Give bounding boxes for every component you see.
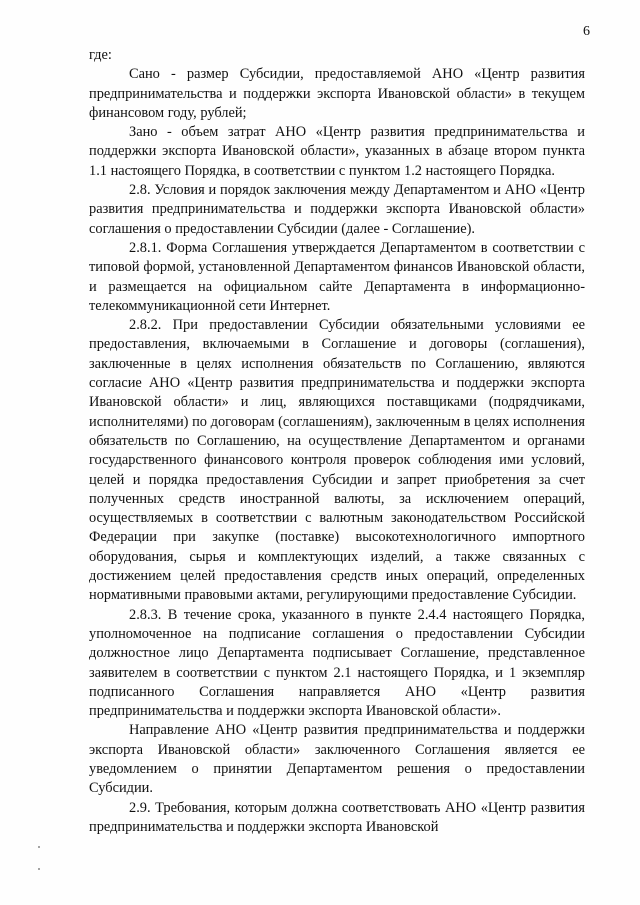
- scan-speck: [38, 846, 40, 848]
- paragraph-c-ano-definition: Сано - размер Субсидии, предоставляемой АНО «Центр развития предпринимательства и поддержки экспорта Ивановской области» в текущем финансовом году, рублей;: [89, 66, 585, 121]
- paragraph-notification: Направление АНО «Центр развития предпринимательства и поддержки экспорта Ивановской области» заключенного Соглашения является ее уведомлением о принятии Департаментом решения о предоставлении Субсидии.: [89, 722, 585, 797]
- paragraph-2-8: 2.8. Условия и порядок заключения между Департаментом и АНО «Центр развития предпринимательства и поддержки экспорта Ивановской области» соглашения о предоставлении Субсидии (далее - Соглашение).: [89, 182, 585, 237]
- paragraph-z-ano-definition: Зано - объем затрат АНО «Центр развития предпринимательства и поддержки экспорта Ивановской области», указанных в абзаце втором пункта 1.1 настоящего Порядка, в соответствии с пунктом 1.2 настоящего Порядка.: [89, 124, 585, 179]
- paragraph-where: где:: [89, 47, 112, 63]
- paragraph-2-8-1: 2.8.1. Форма Соглашения утверждается Департаментом в соответствии с типовой формой, установленной Департаментом финансов Ивановской области, и размещается на официальном сайте Департамента в информационно-телекоммуникационной сети Интернет.: [89, 239, 585, 314]
- paragraph-2-8-3: 2.8.3. В течение срока, указанного в пункте 2.4.4 настоящего Порядка, уполномоченное на подписание соглашения о предоставлении Субсидии должностное лицо Департамента подписывает Соглашение, представленное заявителем в соответствии с пунктом 2.1 настоящего Порядка, и 1 экземпляр подписанного Соглашения направляется АНО «Центр развития предпринимательства и поддержки экспорта Ивановской области».: [89, 606, 585, 720]
- page-number: 6: [583, 24, 590, 39]
- document-body: [89, 46, 585, 837]
- paragraph-2-8-2: 2.8.2. При предоставлении Субсидии обязательными условиями ее предоставления, включаемыми в Соглашение и договоры (соглашения), заключенные в целях исполнения обязательств по Соглашению, являются согласие АНО «Центр развития предпринимательства и поддержки экспорта Ивановской области» и лиц, являющихся поставщиками (подрядчиками, исполнителями) по договорам (соглашениям), заключенным в целях исполнения обязательств по Соглашению, на осуществление Департаментом и органами государственного финансового контроля проверок соблюдения ими условий, целей и порядка предоставления Субсидии и запрет приобретения за счет полученных средств иностранной валюты, за исключением операций, осуществляемых в соответствии с валютным законодательством Российской Федерации при закупке (поставке) высокотехнологичного импортного оборудования, сырья и комплектующих изделий, а также связанных с достижением целей предоставления средств иных операций, определенных нормативными правовыми актами, регулирующими предоставление Субсидии.: [89, 317, 585, 604]
- paragraph-2-9: 2.9. Требования, которым должна соответствовать АНО «Центр развития предпринимательства и поддержки экспорта Ивановской: [89, 799, 585, 835]
- scan-speck: [38, 868, 40, 870]
